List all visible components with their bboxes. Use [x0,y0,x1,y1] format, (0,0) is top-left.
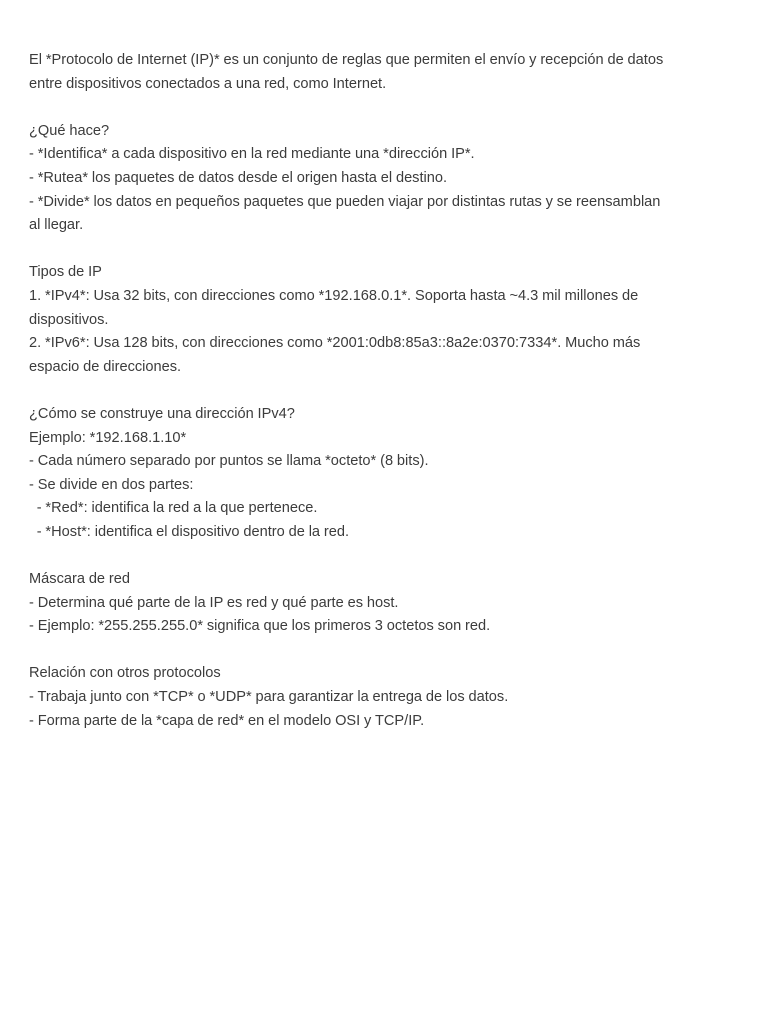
list-item: - *Identifica* a cada dispositivo en la red mediante una *dirección IP*. [29,146,475,163]
spacer [29,639,741,663]
section-construccion [29,403,741,545]
section-heading: Máscara de red [29,571,130,588]
intro-line-1: El *Protocolo de Internet (IP)* es un conjunto de reglas que permiten el envío y recepción de datos [29,52,664,68]
list-item-continuation: dispositivos. [29,311,109,328]
list-item: - *Rutea* los paquetes de datos desde el origen hasta el destino. [29,169,448,186]
example-line: Ejemplo: *192.168.1.10* [29,429,187,446]
list-item: - Trabaja junto con *TCP* o *UDP* para garantizar la entrega de los datos. [29,689,509,706]
section-heading: Tipos de IP [29,264,102,281]
spacer [29,379,741,403]
list-item: - Se divide en dos partes: [29,476,194,493]
spacer [29,96,741,120]
section-mascara [29,568,741,639]
document-body [29,49,741,733]
intro-line-2: entre dispositivos conectados a una red, como Internet. [29,75,387,92]
sub-list-item: - *Red*: identifica la red a la que pertenece. [29,500,318,517]
section-que-hace [29,120,741,238]
list-item: 1. *IPv4*: Usa 32 bits, con direcciones como *192.168.0.1*. Soporta hasta ~4.3 mil millones de [29,287,639,304]
section-relacion [29,662,741,733]
list-item: - *Divide* los datos en pequeños paquetes que pueden viajar por distintas rutas y se reensamblan [29,193,661,210]
intro-paragraph [29,49,741,96]
list-item-continuation: espacio de direcciones. [29,358,182,375]
section-heading: ¿Qué hace? [29,122,110,139]
sub-list-item: - *Host*: identifica el dispositivo dentro de la red. [29,523,350,540]
spacer [29,544,741,568]
list-item: - Determina qué parte de la IP es red y qué parte es host. [29,594,399,611]
list-item: - Ejemplo: *255.255.255.0* significa que los primeros 3 octetos son red. [29,618,491,635]
section-heading: ¿Cómo se construye una dirección IPv4? [29,405,295,422]
list-item: 2. *IPv6*: Usa 128 bits, con direcciones como *2001:0db8:85a3::8a2e:0370:7334*. Mucho más [29,335,641,352]
list-item: - Cada número separado por puntos se llama *octeto* (8 bits). [29,453,429,470]
list-item: - Forma parte de la *capa de red* en el modelo OSI y TCP/IP. [29,712,425,729]
spacer [29,238,741,262]
section-tipos-ip [29,261,741,379]
section-heading: Relación con otros protocolos [29,665,221,682]
list-item-continuation: al llegar. [29,217,84,234]
